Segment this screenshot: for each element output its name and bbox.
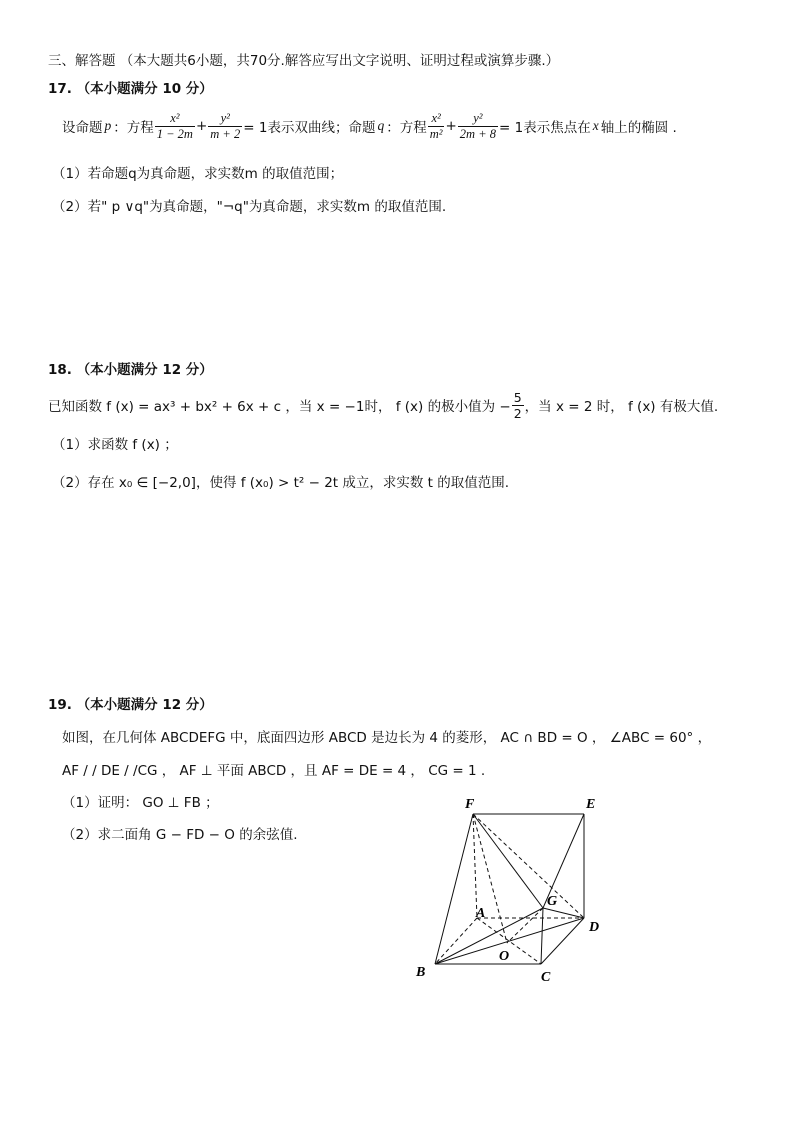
edge-FG — [473, 814, 543, 908]
q17-plus2: + — [445, 118, 457, 134]
q19-stem2: AF / / DE / /CG ， AF ⊥ 平面 ABCD ，且 AF = DE = 4 ， CG = 1 . — [62, 763, 486, 779]
q19-part2: （2）求二面角 G − FD − O 的余弦值. — [62, 827, 298, 843]
q19-title: 19. （本小题满分 12 分） — [48, 697, 213, 713]
label-B: B — [416, 965, 426, 980]
geometry-figure — [405, 790, 635, 990]
q17-title: 17. （本小题满分 10 分） — [48, 81, 213, 97]
label-F: F — [465, 797, 475, 812]
q17-x-var: x — [592, 118, 599, 133]
q17-frac4-num: y² — [458, 111, 498, 127]
label-G: G — [547, 894, 558, 909]
q17-frac2 — [208, 111, 242, 142]
q18-stem-a: 已知函数 f (x) = ax³ + bx² + 6x + c ，当 x = −1时， f (x) 的极小值为 − — [48, 399, 511, 415]
q17-eq2: = 1表示焦点在 — [499, 120, 591, 136]
label-E: E — [586, 797, 596, 812]
q18-part2: （2）存在 x₀ ∈ [−2,0]，使得 f (x₀) > t² − 2t 成立，求实数 t 的取值范围. — [52, 475, 510, 491]
section-header: 三、解答题 （本大题共6小题，共70分.解答应写出文字说明、证明过程或演算步骤.） — [48, 53, 560, 69]
q18-title: 18. （本小题满分 12 分） — [48, 362, 213, 378]
edge-GD — [543, 908, 584, 918]
q18-frac-den: 2 — [513, 405, 522, 421]
q17-frac3-num: x² — [428, 111, 445, 127]
q18-stem-b: ，当 x = 2 时， f (x) 有极大值. — [524, 399, 719, 415]
q19-stem1: 如图，在几何体 ABCDEFG 中，底面四边形 ABCD 是边长为 4 的菱形， AC ∩ BD = O ， ∠ABC = 60° ， — [62, 730, 712, 746]
label-A: A — [476, 906, 486, 921]
q17-frac1-den: 1 − 2m — [156, 126, 193, 141]
q17-frac4 — [458, 111, 498, 142]
q17-colon1: ：方程 — [113, 120, 154, 136]
q17-plus1: + — [195, 118, 208, 134]
label-O: O — [499, 949, 510, 964]
hidden-FD — [473, 814, 584, 918]
q17-frac2-den: m + 2 — [210, 126, 241, 141]
q17-colon2: ：方程 — [386, 120, 427, 136]
hidden-GO — [507, 908, 543, 943]
label-D: D — [589, 920, 600, 935]
q17-frac1 — [155, 111, 195, 142]
edge-GC — [541, 908, 543, 964]
q17-frac3-den: m² — [429, 126, 443, 141]
hidden-FA — [473, 814, 477, 918]
q18-part1: （1）求函数 f (x) ； — [52, 437, 178, 453]
q19-part1: （1）证明： GO ⊥ FB ； — [62, 795, 219, 811]
q17-eq1: = 1表示双曲线；命题 — [243, 120, 376, 136]
q18-frac — [512, 390, 524, 421]
q18-stem — [48, 385, 718, 425]
q17-p-prefix: 设命题 — [62, 120, 103, 136]
q17-part1: （1）若命题q为真命题，求实数m 的取值范围； — [52, 166, 344, 182]
q17-p-var: p — [104, 118, 112, 133]
q17-tail: 轴上的椭圆 . — [600, 120, 677, 136]
edge-FB — [435, 814, 473, 964]
q17-frac2-num: y² — [208, 111, 242, 127]
q17-frac1-num: x² — [155, 111, 195, 127]
label-C: C — [541, 970, 551, 985]
q17-part2: （2）若" p ∨q"为真命题，"¬q"为真命题，求实数m 的取值范围. — [52, 199, 447, 215]
hidden-FO — [473, 814, 507, 943]
q17-frac4-den: 2m + 8 — [459, 126, 497, 141]
q17-stem — [62, 106, 677, 146]
q18-frac-num: 5 — [513, 389, 522, 405]
q17-frac3 — [428, 111, 445, 142]
q17-q-var: q — [377, 118, 385, 133]
